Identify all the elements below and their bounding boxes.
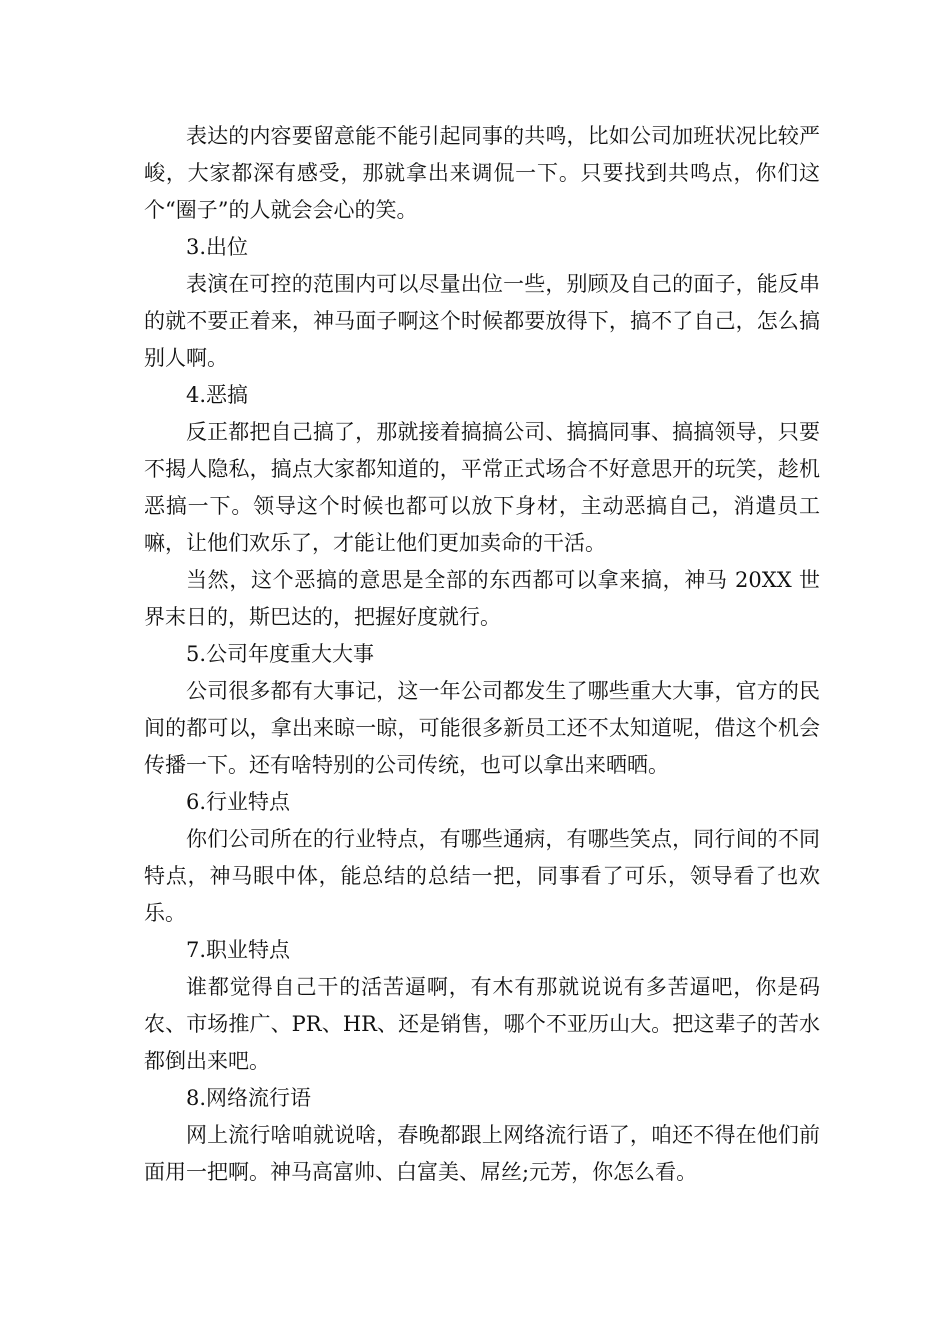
paragraph-standout: 表演在可控的范围内可以尽量出位一些，别顾及自己的面子，能反串的就不要正着来，神马面子啊这个时候都要放得下，搞不了自己，怎么搞别人啊。 <box>144 272 820 370</box>
paragraph-profession: 谁都觉得自己干的活苦逼啊，有木有那就说说有多苦逼吧，你是码农、市场推广、PR、HR、还是销售，哪个不亚历山大。把这辈子的苦水都倒出来吧。 <box>144 975 820 1073</box>
paragraph-parody-note: 当然，这个恶搞的意思是全部的东西都可以拿来搞，神马 20XX 世界末日的，斯巴达的，把握好度就行。 <box>144 568 820 629</box>
document-body <box>144 118 820 1191</box>
section-heading-4: 4.恶搞 <box>186 383 249 407</box>
section-heading-3: 3.出位 <box>186 235 249 259</box>
paragraph-resonance: 表达的内容要留意能不能引起同事的共鸣，比如公司加班状况比较严峻，大家都深有感受，那就拿出来调侃一下。只要找到共鸣点，你们这个“圈子”的人就会会心的笑。 <box>144 124 820 222</box>
paragraph-parody: 反正都把自己搞了，那就接着搞搞公司、搞搞同事、搞搞领导，只要不揭人隐私，搞点大家都知道的，平常正式场合不好意思开的玩笑，趁机恶搞一下。领导这个时候也都可以放下身材，主动恶搞自己，消遣员工嘛，让他们欢乐了，才能让他们更加卖命的干活。 <box>144 420 820 555</box>
paragraph-internet-slang: 网上流行啥咱就说啥，春晚都跟上网络流行语了，咱还不得在他们前面用一把啊。神马高富帅、白富美、屌丝;元芳，你怎么看。 <box>144 1123 820 1184</box>
paragraph-company-events: 公司很多都有大事记，这一年公司都发生了哪些重大大事，官方的民间的都可以，拿出来晾一晾，可能很多新员工还不太知道呢，借这个机会传播一下。还有啥特别的公司传统，也可以拿出来晒晒。 <box>144 679 820 777</box>
section-heading-8: 8.网络流行语 <box>186 1086 312 1110</box>
paragraph-industry: 你们公司所在的行业特点，有哪些通病，有哪些笑点，同行间的不同特点，神马眼中体，能总结的总结一把，同事看了可乐，领导看了也欢乐。 <box>144 827 820 925</box>
section-heading-6: 6.行业特点 <box>186 790 291 814</box>
section-heading-7: 7.职业特点 <box>186 938 291 962</box>
section-heading-5: 5.公司年度重大大事 <box>186 642 375 666</box>
